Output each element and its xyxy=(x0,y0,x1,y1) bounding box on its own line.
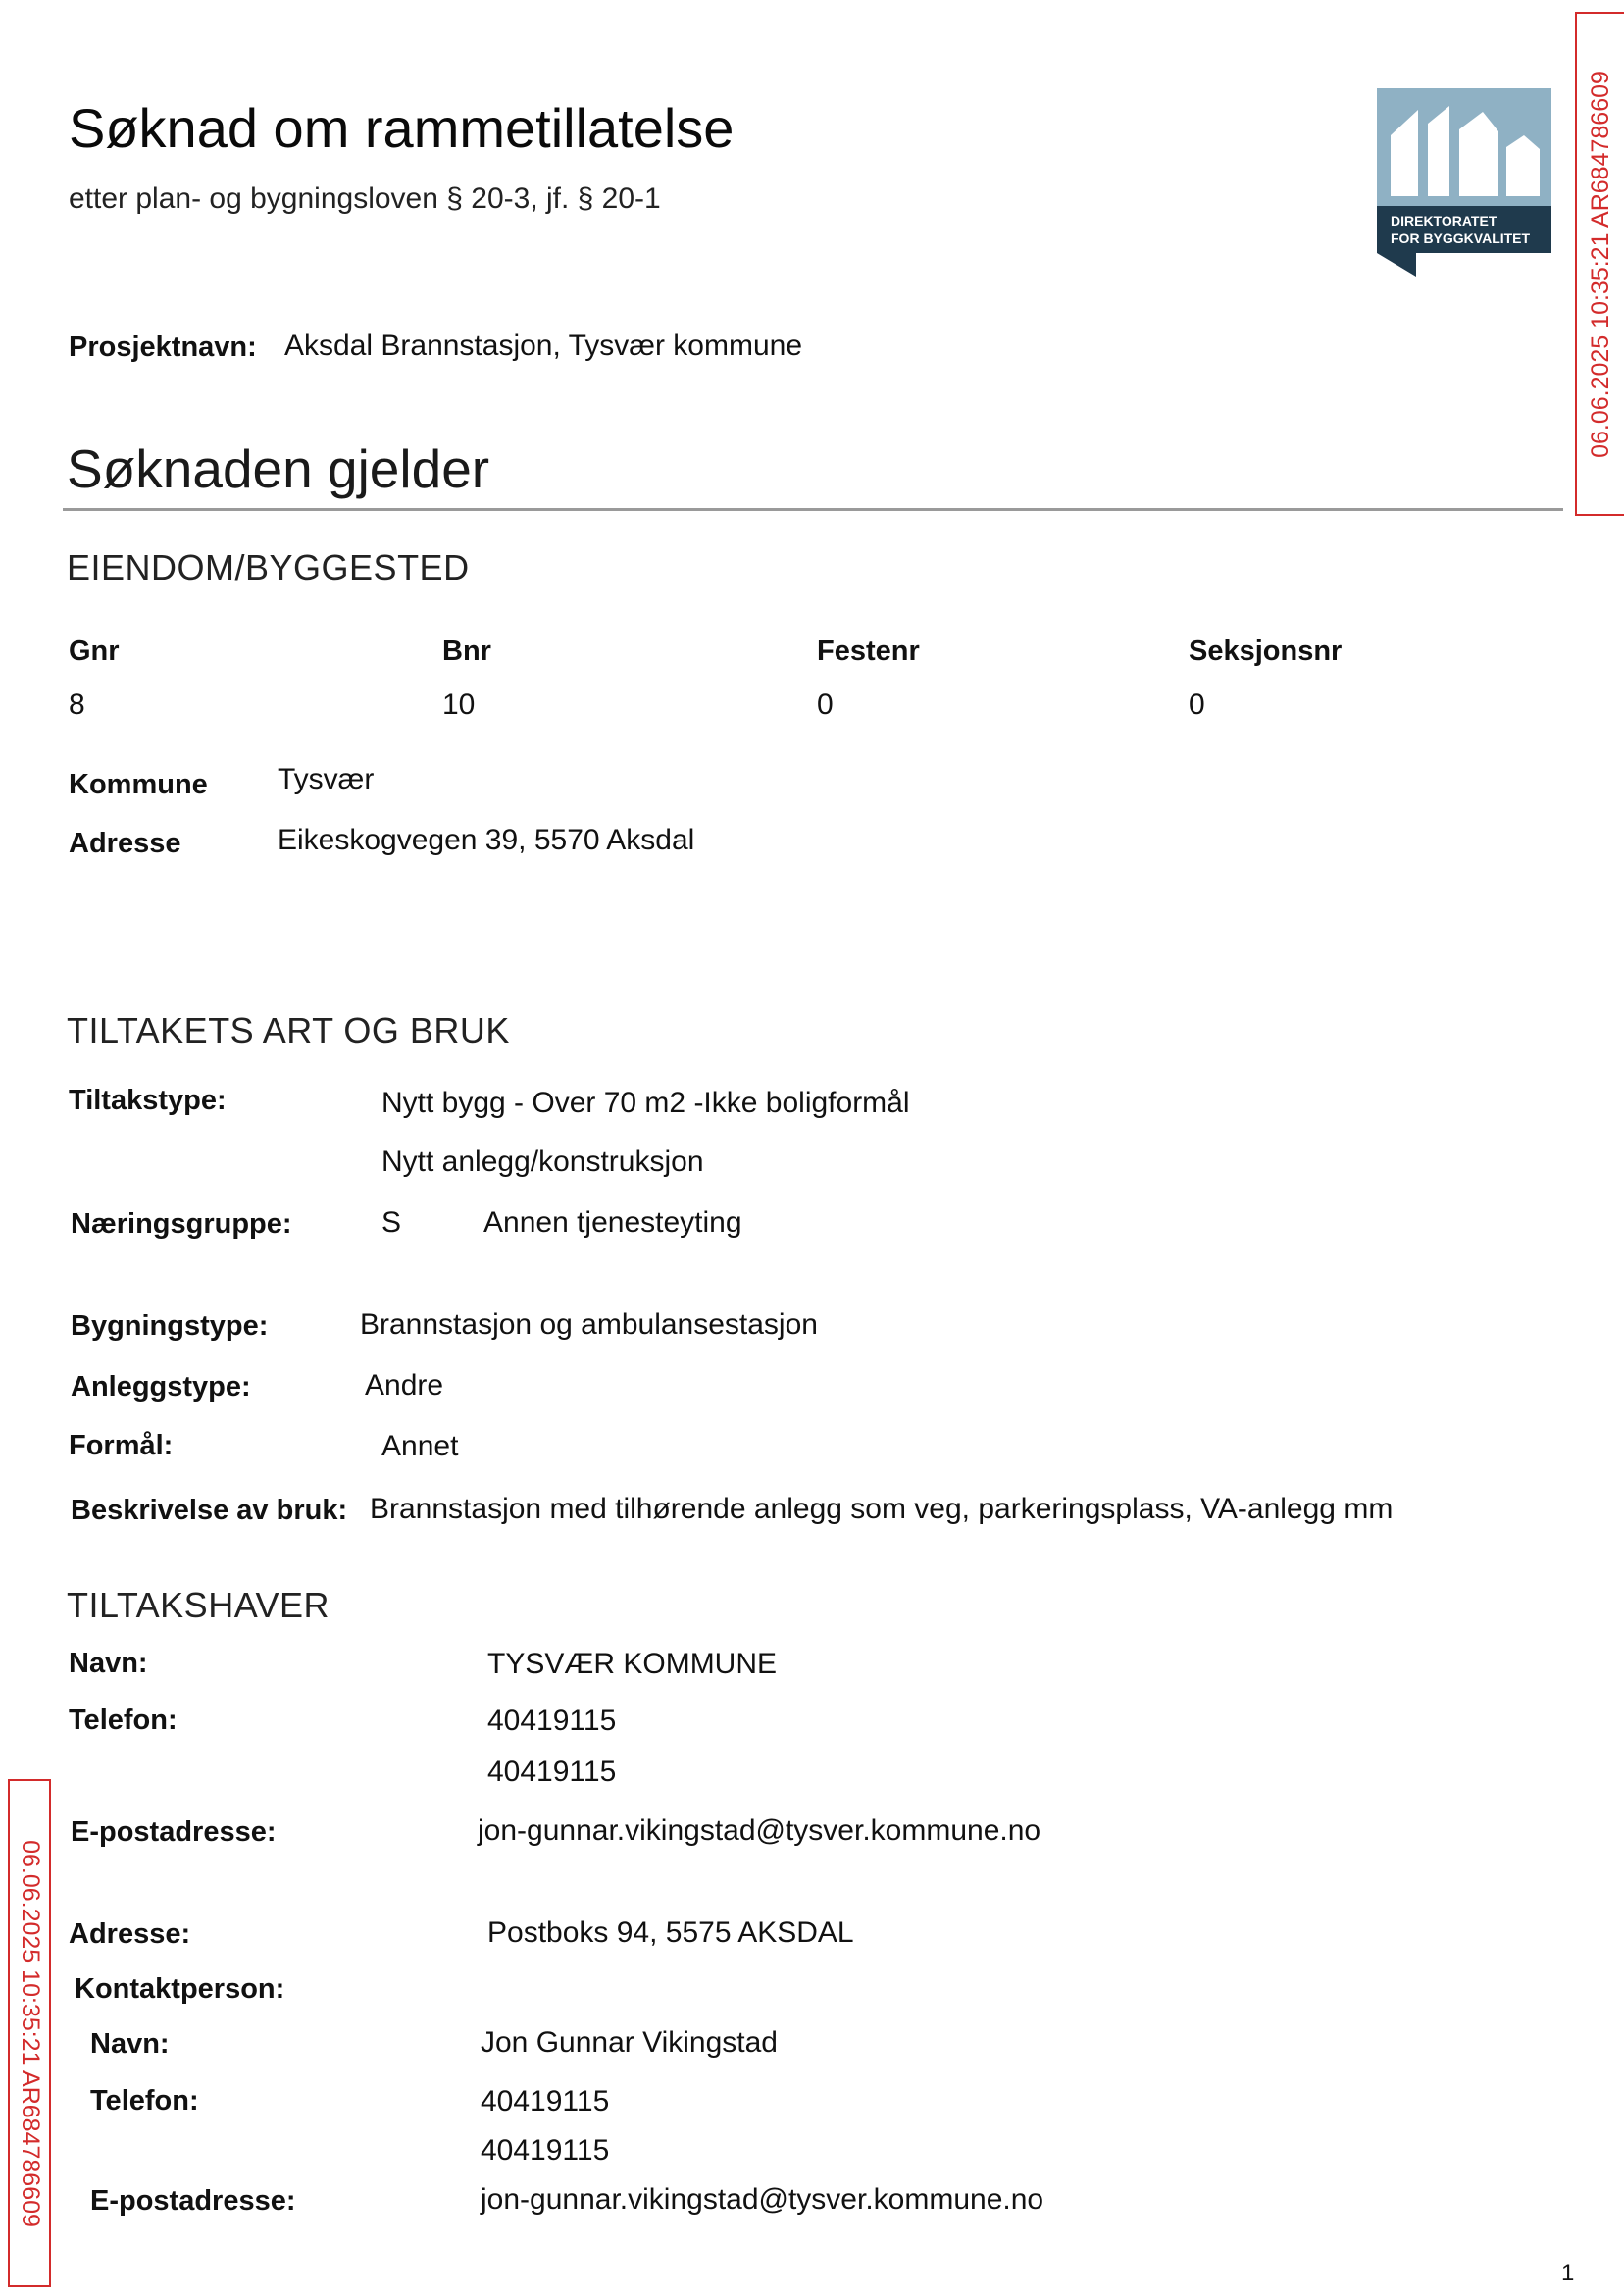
tiltakshaver-telefon-value-1: 40419115 xyxy=(487,1705,617,1737)
archive-stamp-bottom xyxy=(8,1779,51,2287)
dibk-logo xyxy=(1377,88,1551,277)
tiltakshaver-navn-value: TYSVÆR KOMMUNE xyxy=(487,1648,778,1680)
document-subtitle: etter plan- og bygningsloven § 20-3, jf. § 20-1 xyxy=(69,182,661,215)
bygningstype-label: Bygningstype: xyxy=(71,1310,269,1342)
logo-text-line2: FOR BYGGKVALITET xyxy=(1391,230,1531,246)
bnr-label: Bnr xyxy=(442,636,491,667)
kontakt-navn-value: Jon Gunnar Vikingstad xyxy=(481,2026,778,2059)
kontakt-telefon-value-1: 40419115 xyxy=(481,2085,610,2117)
page-number: 1 xyxy=(1561,2260,1575,2286)
beskrivelse-value: Brannstasjon med tilhørende anlegg som veg, parkeringsplass, VA-anlegg mm xyxy=(370,1493,1394,1525)
section-title-tiltakshaver: TILTAKSHAVER xyxy=(67,1585,330,1625)
festenr-value: 0 xyxy=(817,688,834,721)
naeringsgruppe-label: Næringsgruppe: xyxy=(71,1208,292,1240)
tiltakshaver-epost-label: E-postadresse: xyxy=(71,1816,277,1848)
seksjonsnr-label: Seksjonsnr xyxy=(1189,636,1343,667)
tiltakshaver-telefon-value-2: 40419115 xyxy=(487,1756,617,1788)
logo-text-line1: DIREKTORATET xyxy=(1391,213,1497,229)
kontakt-telefon-value-2: 40419115 xyxy=(481,2134,610,2167)
kontakt-epost-label: E-postadresse: xyxy=(90,2185,296,2217)
tiltakshaver-epost-value: jon-gunnar.vikingstad@tysver.kommune.no xyxy=(478,1814,1041,1847)
adresse-label: Adresse xyxy=(69,828,181,859)
tiltakstype-label: Tiltakstype: xyxy=(69,1085,227,1116)
seksjonsnr-value: 0 xyxy=(1189,688,1205,721)
tiltakshaver-adresse-label: Adresse: xyxy=(69,1918,191,1950)
section-heading-soknaden: Søknaden gjelder xyxy=(67,438,490,499)
tiltakshaver-telefon-label: Telefon: xyxy=(69,1705,178,1736)
anleggstype-label: Anleggstype: xyxy=(71,1371,251,1402)
section-title-eiendom: EIENDOM/BYGGESTED xyxy=(67,547,470,587)
beskrivelse-label: Beskrivelse av bruk: xyxy=(71,1495,348,1526)
bygningstype-value: Brannstasjon og ambulansestasjon xyxy=(360,1308,818,1341)
document-title: Søknad om rammetillatelse xyxy=(69,97,735,159)
formal-value: Annet xyxy=(381,1430,459,1462)
tiltakshaver-navn-label: Navn: xyxy=(69,1648,148,1679)
tiltakshaver-adresse-value: Postboks 94, 5575 AKSDAL xyxy=(487,1916,854,1949)
tiltakstype-value-1: Nytt bygg - Over 70 m2 -Ikke boligformål xyxy=(381,1087,910,1119)
heading-divider xyxy=(63,508,1563,511)
archive-stamp-bottom-text: 06.06.2025 10:35:21 AR684786609 xyxy=(16,1839,44,2227)
project-name-label: Prosjektnavn: xyxy=(69,331,257,363)
kontakt-epost-value: jon-gunnar.vikingstad@tysver.kommune.no xyxy=(481,2183,1044,2216)
project-name-value: Aksdal Brannstasjon, Tysvær kommune xyxy=(284,330,803,362)
archive-stamp-top xyxy=(1575,12,1624,516)
kommune-value: Tysvær xyxy=(278,763,375,795)
formal-label: Formål: xyxy=(69,1430,174,1461)
gnr-label: Gnr xyxy=(69,636,120,667)
adresse-value: Eikeskogvegen 39, 5570 Aksdal xyxy=(278,824,695,856)
kontaktperson-label: Kontaktperson: xyxy=(75,1973,285,2005)
bnr-value: 10 xyxy=(442,688,476,721)
kontakt-navn-label: Navn: xyxy=(90,2028,170,2060)
anleggstype-value: Andre xyxy=(365,1369,444,1402)
kontakt-telefon-label: Telefon: xyxy=(90,2085,199,2116)
naeringsgruppe-code: S xyxy=(381,1206,402,1239)
naeringsgruppe-value: Annen tjenesteyting xyxy=(483,1206,742,1239)
kommune-label: Kommune xyxy=(69,769,208,800)
archive-stamp-top-text: 06.06.2025 10:35:21 AR684786609 xyxy=(1586,70,1614,458)
section-title-tiltak: TILTAKETS ART OG BRUK xyxy=(67,1010,510,1050)
gnr-value: 8 xyxy=(69,688,85,721)
festenr-label: Festenr xyxy=(817,636,920,667)
tiltakstype-value-2: Nytt anlegg/konstruksjon xyxy=(381,1146,704,1178)
